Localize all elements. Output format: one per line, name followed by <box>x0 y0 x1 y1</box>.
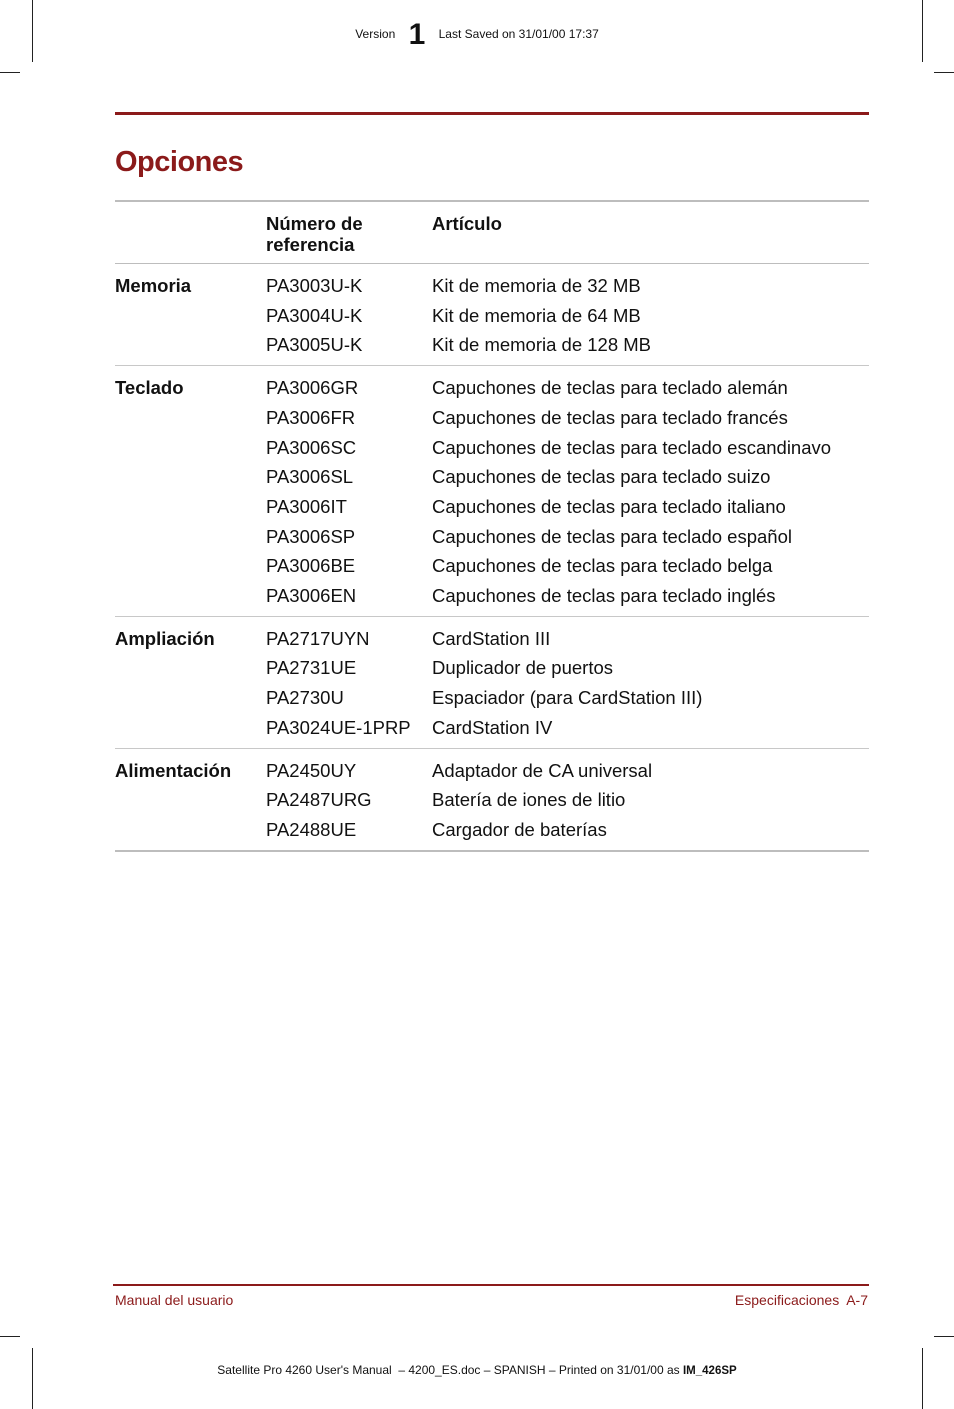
reference-number: PA3006EN <box>266 585 357 607</box>
article-description: Capuchones de teclas para teclado escandinavo <box>432 436 832 458</box>
reference-number: PA2488UE <box>266 818 357 840</box>
reference-number: PA3006SP <box>266 525 356 547</box>
table-group-row <box>115 616 869 748</box>
article-cell <box>432 748 869 851</box>
article-cell <box>432 616 869 748</box>
category-cell: Memoria <box>115 264 266 366</box>
reference-number: PA3024UE-1PRP <box>266 716 411 738</box>
reference-cell <box>266 366 432 617</box>
article-description: Capuchones de teclas para teclado español <box>432 525 792 547</box>
page-title: Opciones <box>115 146 244 178</box>
reference-cell <box>266 264 432 366</box>
reference-cell <box>266 616 432 748</box>
crop-mark <box>922 1348 923 1409</box>
reference-number: PA2730U <box>266 687 344 709</box>
reference-number: PA3006IT <box>266 495 347 517</box>
category-cell: Alimentación <box>115 748 266 851</box>
reference-number: PA3003U-K <box>266 275 363 296</box>
reference-number: PA2450UY <box>266 759 357 781</box>
footer-manual-title: Manual del usuario <box>115 1292 234 1308</box>
reference-number: PA3005U-K <box>266 334 363 356</box>
article-description: CardStation III <box>432 627 551 649</box>
article-description: Capuchones de teclas para teclado belga <box>432 555 773 577</box>
footer-page-number: Especificaciones A-7 <box>734 1292 868 1308</box>
print-code: IM_426SP <box>682 1365 737 1377</box>
article-description: Capuchones de teclas para teclado alemán <box>432 377 788 399</box>
version-header <box>0 18 954 52</box>
reference-number: PA3006FR <box>266 406 356 428</box>
article-description: Kit de memoria de 128 MB <box>432 334 652 356</box>
title-rule <box>115 112 869 115</box>
article-cell <box>432 366 869 617</box>
print-text: Satellite Pro 4260 User's Manual – 4200_ES.doc – SPANISH – Printed on 31/01/00 as <box>217 1363 683 1377</box>
crop-mark <box>0 72 20 73</box>
print-info <box>0 1363 954 1377</box>
crop-mark <box>934 72 954 73</box>
table-group-row <box>115 366 869 617</box>
table-header-row <box>115 201 869 264</box>
category-cell: Ampliación <box>115 616 266 748</box>
crop-mark <box>32 1348 33 1409</box>
header-category <box>115 201 266 264</box>
article-description: Adaptador de CA universal <box>432 759 653 781</box>
header-reference: Número de referencia <box>266 201 432 264</box>
crop-mark <box>934 1336 954 1337</box>
article-description: Espaciador (para CardStation III) <box>432 687 703 709</box>
article-description: Cargador de baterías <box>432 818 607 840</box>
article-description: Kit de memoria de 32 MB <box>432 275 641 296</box>
article-description: Capuchones de teclas para teclado italiano <box>432 495 786 517</box>
article-description: Capuchones de teclas para teclado inglés <box>432 585 776 607</box>
article-cell <box>432 264 869 366</box>
article-description: Batería de iones de litio <box>432 789 626 811</box>
table-group-row <box>115 264 869 366</box>
reference-number: PA3006BE <box>266 555 356 577</box>
article-description: Capuchones de teclas para teclado suizo <box>432 466 771 488</box>
article-description: CardStation IV <box>432 716 553 738</box>
crop-mark <box>0 1336 20 1337</box>
reference-number: PA2731UE <box>266 657 357 679</box>
article-description: Duplicador de puertos <box>432 657 613 679</box>
reference-number: PA3006SC <box>266 436 357 458</box>
header-article: Artículo <box>432 201 869 264</box>
reference-number: PA3006GR <box>266 377 359 399</box>
version-number: 1 <box>408 18 426 51</box>
reference-cell <box>266 748 432 851</box>
reference-number: PA2717UYN <box>266 627 370 649</box>
reference-number: PA3004U-K <box>266 304 363 326</box>
version-label: Version <box>355 27 396 41</box>
category-cell: Teclado <box>115 366 266 617</box>
table-group-row <box>115 748 869 851</box>
article-description: Capuchones de teclas para teclado francés <box>432 406 788 428</box>
article-description: Kit de memoria de 64 MB <box>432 304 641 326</box>
last-saved: Last Saved on 31/01/00 17:37 <box>438 27 599 41</box>
options-table <box>115 200 869 852</box>
footer-rule <box>113 1284 869 1286</box>
reference-number: PA3006SL <box>266 466 354 488</box>
reference-number: PA2487URG <box>266 789 372 811</box>
